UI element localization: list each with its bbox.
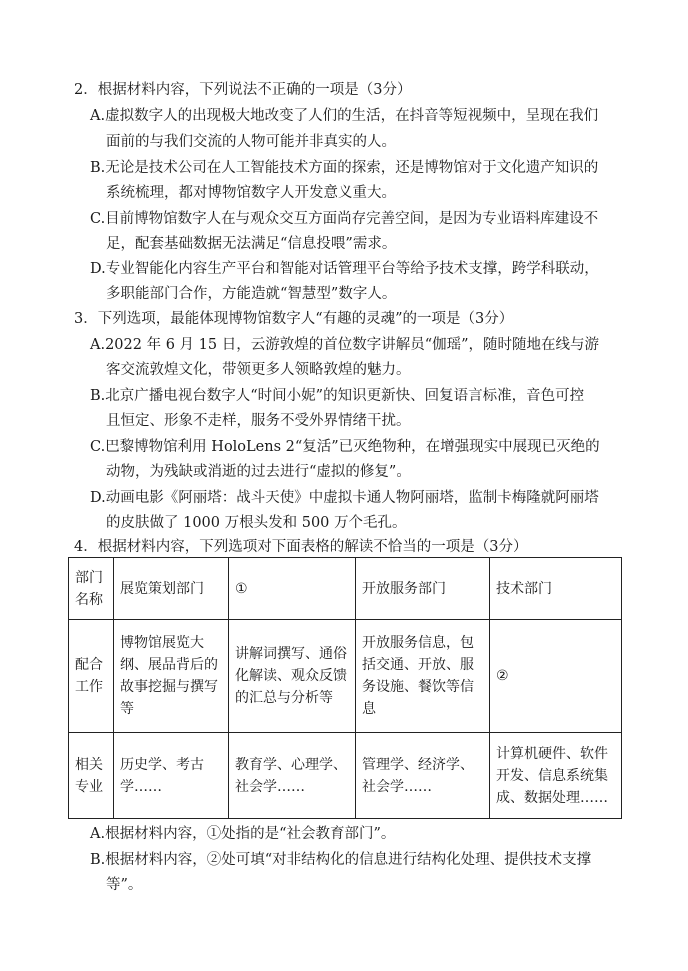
table-row bbox=[69, 558, 622, 620]
table-row bbox=[69, 620, 622, 733]
q4-stem: 4．根据材料内容，下列选项对下面表格的解读不恰当的一项是（3分） bbox=[74, 539, 528, 555]
table-row bbox=[69, 733, 622, 819]
q3-option-b-line2: 且恒定、形象不走样，服务不受外界情绪干扰。 bbox=[106, 413, 411, 429]
q2-option-b-line1: B.无论是技术公司在人工智能技术方面的探索，还是博物馆对于文化遗产知识的 bbox=[90, 160, 599, 176]
q3-option-c-line2: 动物，为残缺或消逝的过去进行“虚拟的修复”。 bbox=[106, 464, 411, 480]
table-cell: 教育学、心理学、社会学…… bbox=[229, 733, 356, 819]
q2-option-c-line1: C.目前博物馆数字人在与观众交互方面尚存完善空间，是因为专业语料库建设不 bbox=[90, 211, 599, 227]
q4-option-b-line1: B.根据材料内容，②处可填“对非结构化的信息进行结构化处理、提供技术支撑 bbox=[90, 852, 592, 868]
table-cell: 技术部门 bbox=[490, 558, 622, 620]
q2-option-d-line2: 多职能部门合作，方能造就“智慧型”数字人。 bbox=[106, 286, 397, 302]
table-cell-header: 配合工作 bbox=[69, 620, 114, 733]
blank-marker-1: ① bbox=[229, 558, 356, 620]
table-cell-header: 部门名称 bbox=[69, 558, 114, 620]
q2-option-a-line2: 面前的与我们交流的人物可能并非真实的人。 bbox=[106, 134, 396, 150]
q3-option-a-line2: 客交流敦煌文化，带领更多人领略敦煌的魅力。 bbox=[106, 362, 411, 378]
q3-option-c-line1: C.巴黎博物馆利用 HoloLens 2“复活”已灭绝物种，在增强现实中展现已灭绝的 bbox=[90, 439, 600, 455]
table-cell: 博物馆展览大纲、展品背后的故事挖掘与撰写等 bbox=[114, 620, 229, 733]
table-cell: 开放服务部门 bbox=[356, 558, 490, 620]
q3-option-d-line2: 的皮肤做了 1000 万根头发和 500 万个毛孔。 bbox=[106, 515, 407, 531]
q3-option-d-line1: D.动画电影《阿丽塔：战斗天使》中虚拟卡通人物阿丽塔，监制卡梅隆就阿丽塔 bbox=[90, 490, 599, 506]
q4-option-a-line1: A.根据材料内容，①处指的是“社会教育部门”。 bbox=[90, 826, 396, 842]
table-cell: 讲解词撰写、通俗化解读、观众反馈的汇总与分析等 bbox=[229, 620, 356, 733]
table-cell: 开放服务信息，包括交通、开放、服务设施、餐饮等信息 bbox=[356, 620, 490, 733]
q2-option-b-line2: 系统梳理，都对博物馆数字人开发意义重大。 bbox=[106, 185, 396, 201]
q4-option-b-line2: 等”。 bbox=[106, 877, 143, 893]
q3-option-b-line1: B.北京广播电视台数字人“时间小妮”的知识更新快、回复语言标准，音色可控 bbox=[90, 388, 585, 404]
q2-option-c-line2: 足，配套基础数据无法满足“信息投喂”需求。 bbox=[106, 236, 397, 252]
q2-stem: 2．根据材料内容，下列说法不正确的一项是（3分） bbox=[74, 82, 412, 98]
q2-option-d-line1: D.专业智能化内容生产平台和智能对话管理平台等给予技术支撑，跨学科联动， bbox=[90, 261, 599, 277]
table-cell: 展览策划部门 bbox=[114, 558, 229, 620]
department-table bbox=[68, 557, 622, 819]
table-cell: 管理学、经济学、社会学…… bbox=[356, 733, 490, 819]
table-cell: 计算机硬件、软件开发、信息系统集成、数据处理…… bbox=[490, 733, 622, 819]
q2-option-a-line1: A.虚拟数字人的出现极大地改变了人们的生活，在抖音等短视频中，呈现在我们 bbox=[90, 108, 599, 124]
table-cell: 历史学、考古学…… bbox=[114, 733, 229, 819]
q3-option-a-line1: A.2022 年 6 月 15 日，云游敦煌的首位数字讲解员“伽瑶”，随时随地在线与游 bbox=[90, 337, 600, 353]
blank-marker-2: ② bbox=[490, 620, 622, 733]
table-cell-header: 相关专业 bbox=[69, 733, 114, 819]
q3-stem: 3．下列选项，最能体现博物馆数字人“有趣的灵魂”的一项是（3分） bbox=[74, 311, 514, 327]
